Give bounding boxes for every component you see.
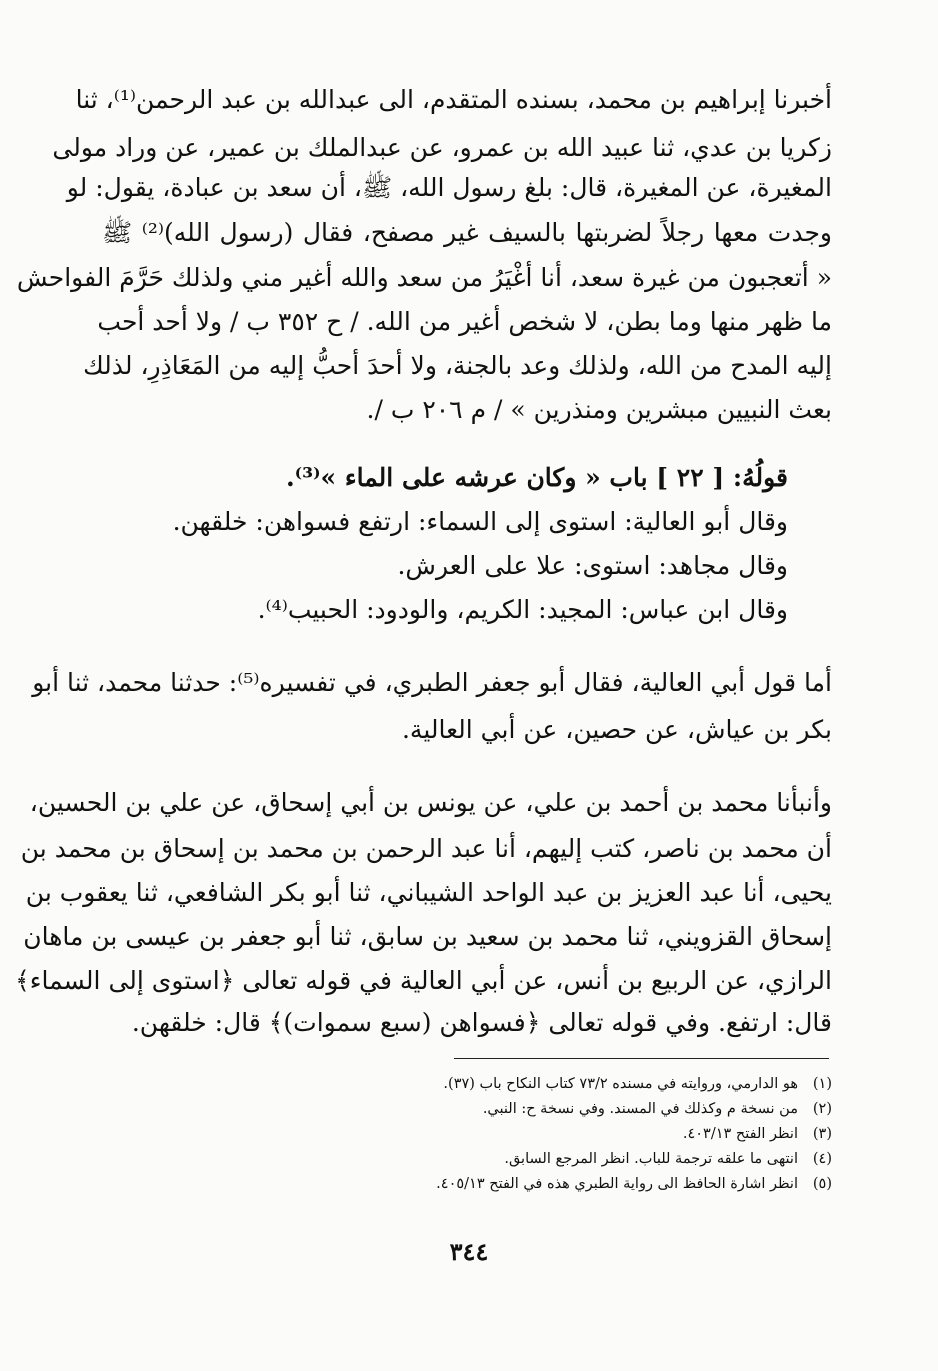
text-line: يحيى، أنا عبد العزيز بن عبد الواحد الشيباني، ثنا أبو بكر الشافعي، ثنا يعقوب بن: [25, 878, 832, 907]
quote-line: وقال أبو العالية: استوى إلى السماء: ارتفع فسواهن: خلقهن.: [172, 507, 788, 536]
footnote: (٢)من نسخة م وكذلك في المسند. وفي نسخة ح: النبي.: [482, 1101, 832, 1117]
text-line: أخبرنا إبراهيم بن محمد، بسنده المتقدم، الى عبدالله بن عبد الرحمن⁽¹⁾، ثنا: [75, 85, 832, 114]
quote-line: وقال مجاهد: استوى: علا على العرش.: [397, 551, 788, 580]
footnote-divider: [454, 1058, 829, 1059]
footnote: (٣)انظر الفتح ٤٠٣/١٣.: [682, 1126, 832, 1142]
text-line: ما ظهر منها وما بطن، لا شخص أغير من الله. / ح ٣٥٢ ب / ولا أحد أحب: [97, 307, 832, 336]
text-line: وأنبأنا محمد بن أحمد بن علي، عن يونس بن أبي إسحاق، عن علي بن الحسين،: [29, 788, 832, 817]
text-line: أما قول أبي العالية، فقال أبو جعفر الطبري، في تفسيره⁽⁵⁾: حدثنا محمد، ثنا أبو: [32, 668, 832, 697]
quote-line: وقال ابن عباس: المجيد: الكريم، والودود: الحبيب⁽⁴⁾.: [257, 595, 788, 624]
footnote: (١)هو الدارمي، وروايته في مسنده ٧٣/٢ كتاب النكاح باب (٣٧).: [443, 1076, 832, 1092]
text-line: وجدت معها رجلاً لضربتها بالسيف غير مصفح، فقال (رسول الله)⁽²⁾ ﷺ: [102, 218, 832, 247]
footnote: (٥)انظر اشارة الحافظ الى رواية الطبري هذه في الفتح ٤٠٥/١٣.: [436, 1176, 832, 1192]
text-line: الرازي، عن الربيع بن أنس، عن أبي العالية في قوله تعالى ﴿استوى إلى السماء﴾: [15, 966, 832, 995]
text-line: بعث النبيين مبشرين ومنذرين » / م ٢٠٦ ب /.: [366, 395, 832, 424]
text-line: أن محمد بن ناصر، كتب إليهم، أنا عبد الرحمن بن محمد بن إسحاق بن محمد بن: [20, 834, 832, 863]
footnote: (٤)انتهى ما علقه ترجمة للباب. انظر المرجع السابق.: [504, 1151, 832, 1167]
text-line: المغيرة، عن المغيرة، قال: بلغ رسول الله، ﷺ، أن سعد بن عبادة، يقول: لو: [66, 173, 832, 202]
chapter-heading: قولُهُ: [ ٢٢ ] باب « وكان عرشه على الماء »⁽³⁾.: [285, 463, 788, 492]
page-number: ٣٤٤: [449, 1237, 489, 1266]
text-line: « أتعجبون من غيرة سعد، أنا أغْيَرُ من سعد والله أغير مني ولذلك حَرَّمَ الفواحش: [16, 263, 832, 292]
text-line: زكريا بن عدي، ثنا عبيد الله بن عمرو، عن عبدالملك بن عمير، عن وراد مولى: [52, 133, 832, 162]
text-line: إسحاق القزويني، ثنا محمد بن سعيد بن سابق، ثنا أبو جعفر بن عيسى بن ماهان: [23, 922, 832, 951]
text-line: بكر بن عياش، عن حصين، عن أبي العالية.: [401, 715, 832, 744]
text-line: إليه المدح من الله، ولذلك وعد بالجنة، ولا أحدَ أحبُّ إليه من المَعَاذِرِ، لذلك: [83, 351, 832, 380]
text-line: قال: ارتفع. وفي قوله تعالى ﴿فسواهن (سبع سموات)﴾ قال: خلقهن.: [131, 1008, 832, 1037]
